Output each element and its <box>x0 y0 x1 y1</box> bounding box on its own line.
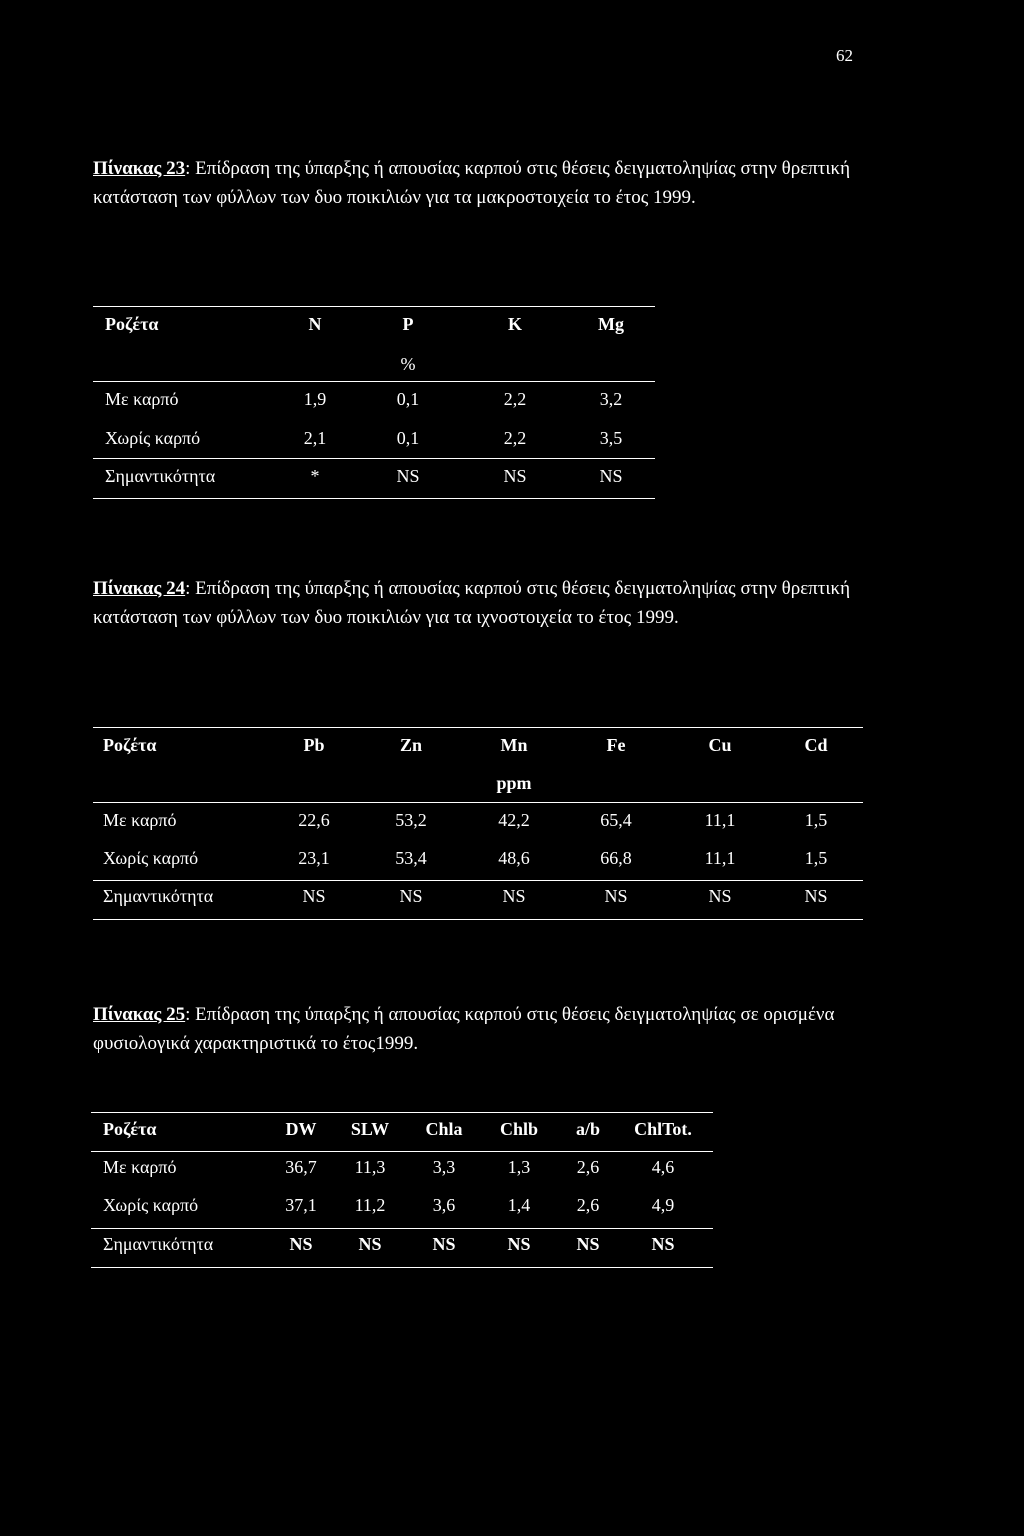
page-number: 62 <box>836 46 853 65</box>
column-header: ChlTot. <box>634 1119 692 1139</box>
table-cell: 1,4 <box>507 1195 531 1215</box>
table-cell: NS <box>396 466 420 486</box>
table-cell: 1,3 <box>507 1157 531 1177</box>
table-cell: 53,4 <box>395 848 427 868</box>
row-label: Χωρίς καρπό <box>103 1195 199 1215</box>
table-cell: 0,1 <box>396 428 420 448</box>
row-label: Σημαντικότητα <box>105 466 216 486</box>
table-cell: NS <box>502 886 526 906</box>
table-23-label: Πίνακας 23 <box>93 158 186 179</box>
column-header: P <box>402 314 414 334</box>
column-header: N <box>308 314 322 334</box>
table-25-label: Πίνακας 25 <box>93 1004 186 1025</box>
column-header: Mg <box>598 314 624 334</box>
table-cell: 22,6 <box>298 810 330 830</box>
table-cell: 48,6 <box>498 848 530 868</box>
table-23-caption-text: : Επίδραση της ύπαρξης ή απουσίας καρπού στις θέσεις δειγματοληψίας στην θρεπτική κατάσταση των φύλλων των δυο ποικιλιών για τα μακροστοιχεία το έτος 1999. <box>93 158 851 208</box>
table-24 <box>93 727 863 923</box>
table-cell: 0,1 <box>396 389 420 409</box>
table-cell: 37,1 <box>285 1195 317 1215</box>
column-header: Chlb <box>499 1119 539 1139</box>
column-header: Pb <box>303 735 325 755</box>
row-label: Σημαντικότητα <box>103 886 214 906</box>
table-cell: 3,2 <box>599 389 623 409</box>
table-cell: 2,6 <box>576 1195 600 1215</box>
table-cell: NS <box>503 466 527 486</box>
table-rule <box>91 1267 713 1268</box>
table-cell: NS <box>604 886 628 906</box>
row-header-label: Ροζέτα <box>103 735 157 755</box>
table-cell: 3,5 <box>599 428 623 448</box>
table-24-caption <box>93 574 863 632</box>
table-cell: 1,5 <box>804 848 828 868</box>
row-label: Σημαντικότητα <box>103 1234 214 1254</box>
row-label: Χωρίς καρπό <box>105 428 201 448</box>
row-label: Με καρπό <box>103 810 177 830</box>
column-header: Mn <box>500 735 528 755</box>
column-header: a/b <box>575 1119 601 1139</box>
table-rule <box>93 458 655 459</box>
table-cell: 4,6 <box>651 1157 675 1177</box>
table-cell: 1,5 <box>804 810 828 830</box>
table-cell: 2,1 <box>303 428 327 448</box>
table-rule <box>93 802 863 803</box>
column-header: Fe <box>606 735 626 755</box>
row-label: Με καρπό <box>105 389 179 409</box>
table-25 <box>91 1112 713 1272</box>
table-cell: NS <box>432 1234 456 1254</box>
table-cell: * <box>310 466 320 486</box>
column-header: SLW <box>350 1119 390 1139</box>
row-header-label: Ροζέτα <box>105 314 159 334</box>
column-header: Cd <box>804 735 828 755</box>
table-cell: 42,2 <box>498 810 530 830</box>
table-rule <box>93 306 655 307</box>
table-rule <box>91 1112 713 1113</box>
table-rule <box>93 381 655 382</box>
table-cell: NS <box>399 886 423 906</box>
table-cell: 4,9 <box>651 1195 675 1215</box>
table-cell: NS <box>358 1234 382 1254</box>
table-rule <box>93 880 863 881</box>
table-cell: 2,2 <box>503 389 527 409</box>
table-cell: 2,2 <box>503 428 527 448</box>
table-25-caption <box>93 1000 863 1058</box>
table-cell: 23,1 <box>298 848 330 868</box>
row-label: Με καρπό <box>103 1157 177 1177</box>
column-header: Zn <box>399 735 423 755</box>
table-cell: NS <box>576 1234 600 1254</box>
table-24-caption-text: : Επίδραση της ύπαρξης ή απουσίας καρπού στις θέσεις δειγματοληψίας στην θρεπτική κατάσταση των φύλλων των δυο ποικιλιών για τα ιχνοστοιχεία το έτος 1999. <box>93 578 851 628</box>
table-rule <box>93 498 655 499</box>
table-cell: NS <box>804 886 828 906</box>
table-cell: 2,6 <box>576 1157 600 1177</box>
row-label: Χωρίς καρπό <box>103 848 199 868</box>
table-cell: 3,3 <box>432 1157 456 1177</box>
table-cell: 11,3 <box>354 1157 386 1177</box>
row-header-label: Ροζέτα <box>103 1119 157 1139</box>
table-rule <box>93 919 863 920</box>
table-cell: NS <box>599 466 623 486</box>
table-rule <box>91 1228 713 1229</box>
table-rule <box>93 727 863 728</box>
column-header: K <box>507 314 523 334</box>
unit-label: % <box>400 354 416 374</box>
table-cell: 65,4 <box>600 810 632 830</box>
column-header: Cu <box>708 735 732 755</box>
table-cell: 66,8 <box>600 848 632 868</box>
table-cell: NS <box>708 886 732 906</box>
table-cell: NS <box>651 1234 675 1254</box>
unit-label: ppm <box>496 773 532 793</box>
table-23-caption <box>93 154 863 212</box>
table-cell: 11,2 <box>354 1195 386 1215</box>
table-cell: NS <box>507 1234 531 1254</box>
table-23 <box>93 306 655 502</box>
column-header: Chla <box>425 1119 463 1139</box>
column-header: DW <box>285 1119 317 1139</box>
table-cell: 3,6 <box>432 1195 456 1215</box>
table-cell: NS <box>289 1234 313 1254</box>
table-rule <box>91 1151 713 1152</box>
table-cell: 53,2 <box>395 810 427 830</box>
table-24-label: Πίνακας 24 <box>93 578 186 599</box>
table-cell: 11,1 <box>704 810 736 830</box>
table-cell: 11,1 <box>704 848 736 868</box>
table-cell: 1,9 <box>303 389 327 409</box>
table-cell: 36,7 <box>285 1157 317 1177</box>
table-cell: NS <box>302 886 326 906</box>
table-25-caption-text: : Επίδραση της ύπαρξης ή απουσίας καρπού στις θέσεις δειγματοληψίας σε ορισμένα φυσιολογικά χαρακτηριστικά το έτος1999. <box>93 1004 835 1054</box>
